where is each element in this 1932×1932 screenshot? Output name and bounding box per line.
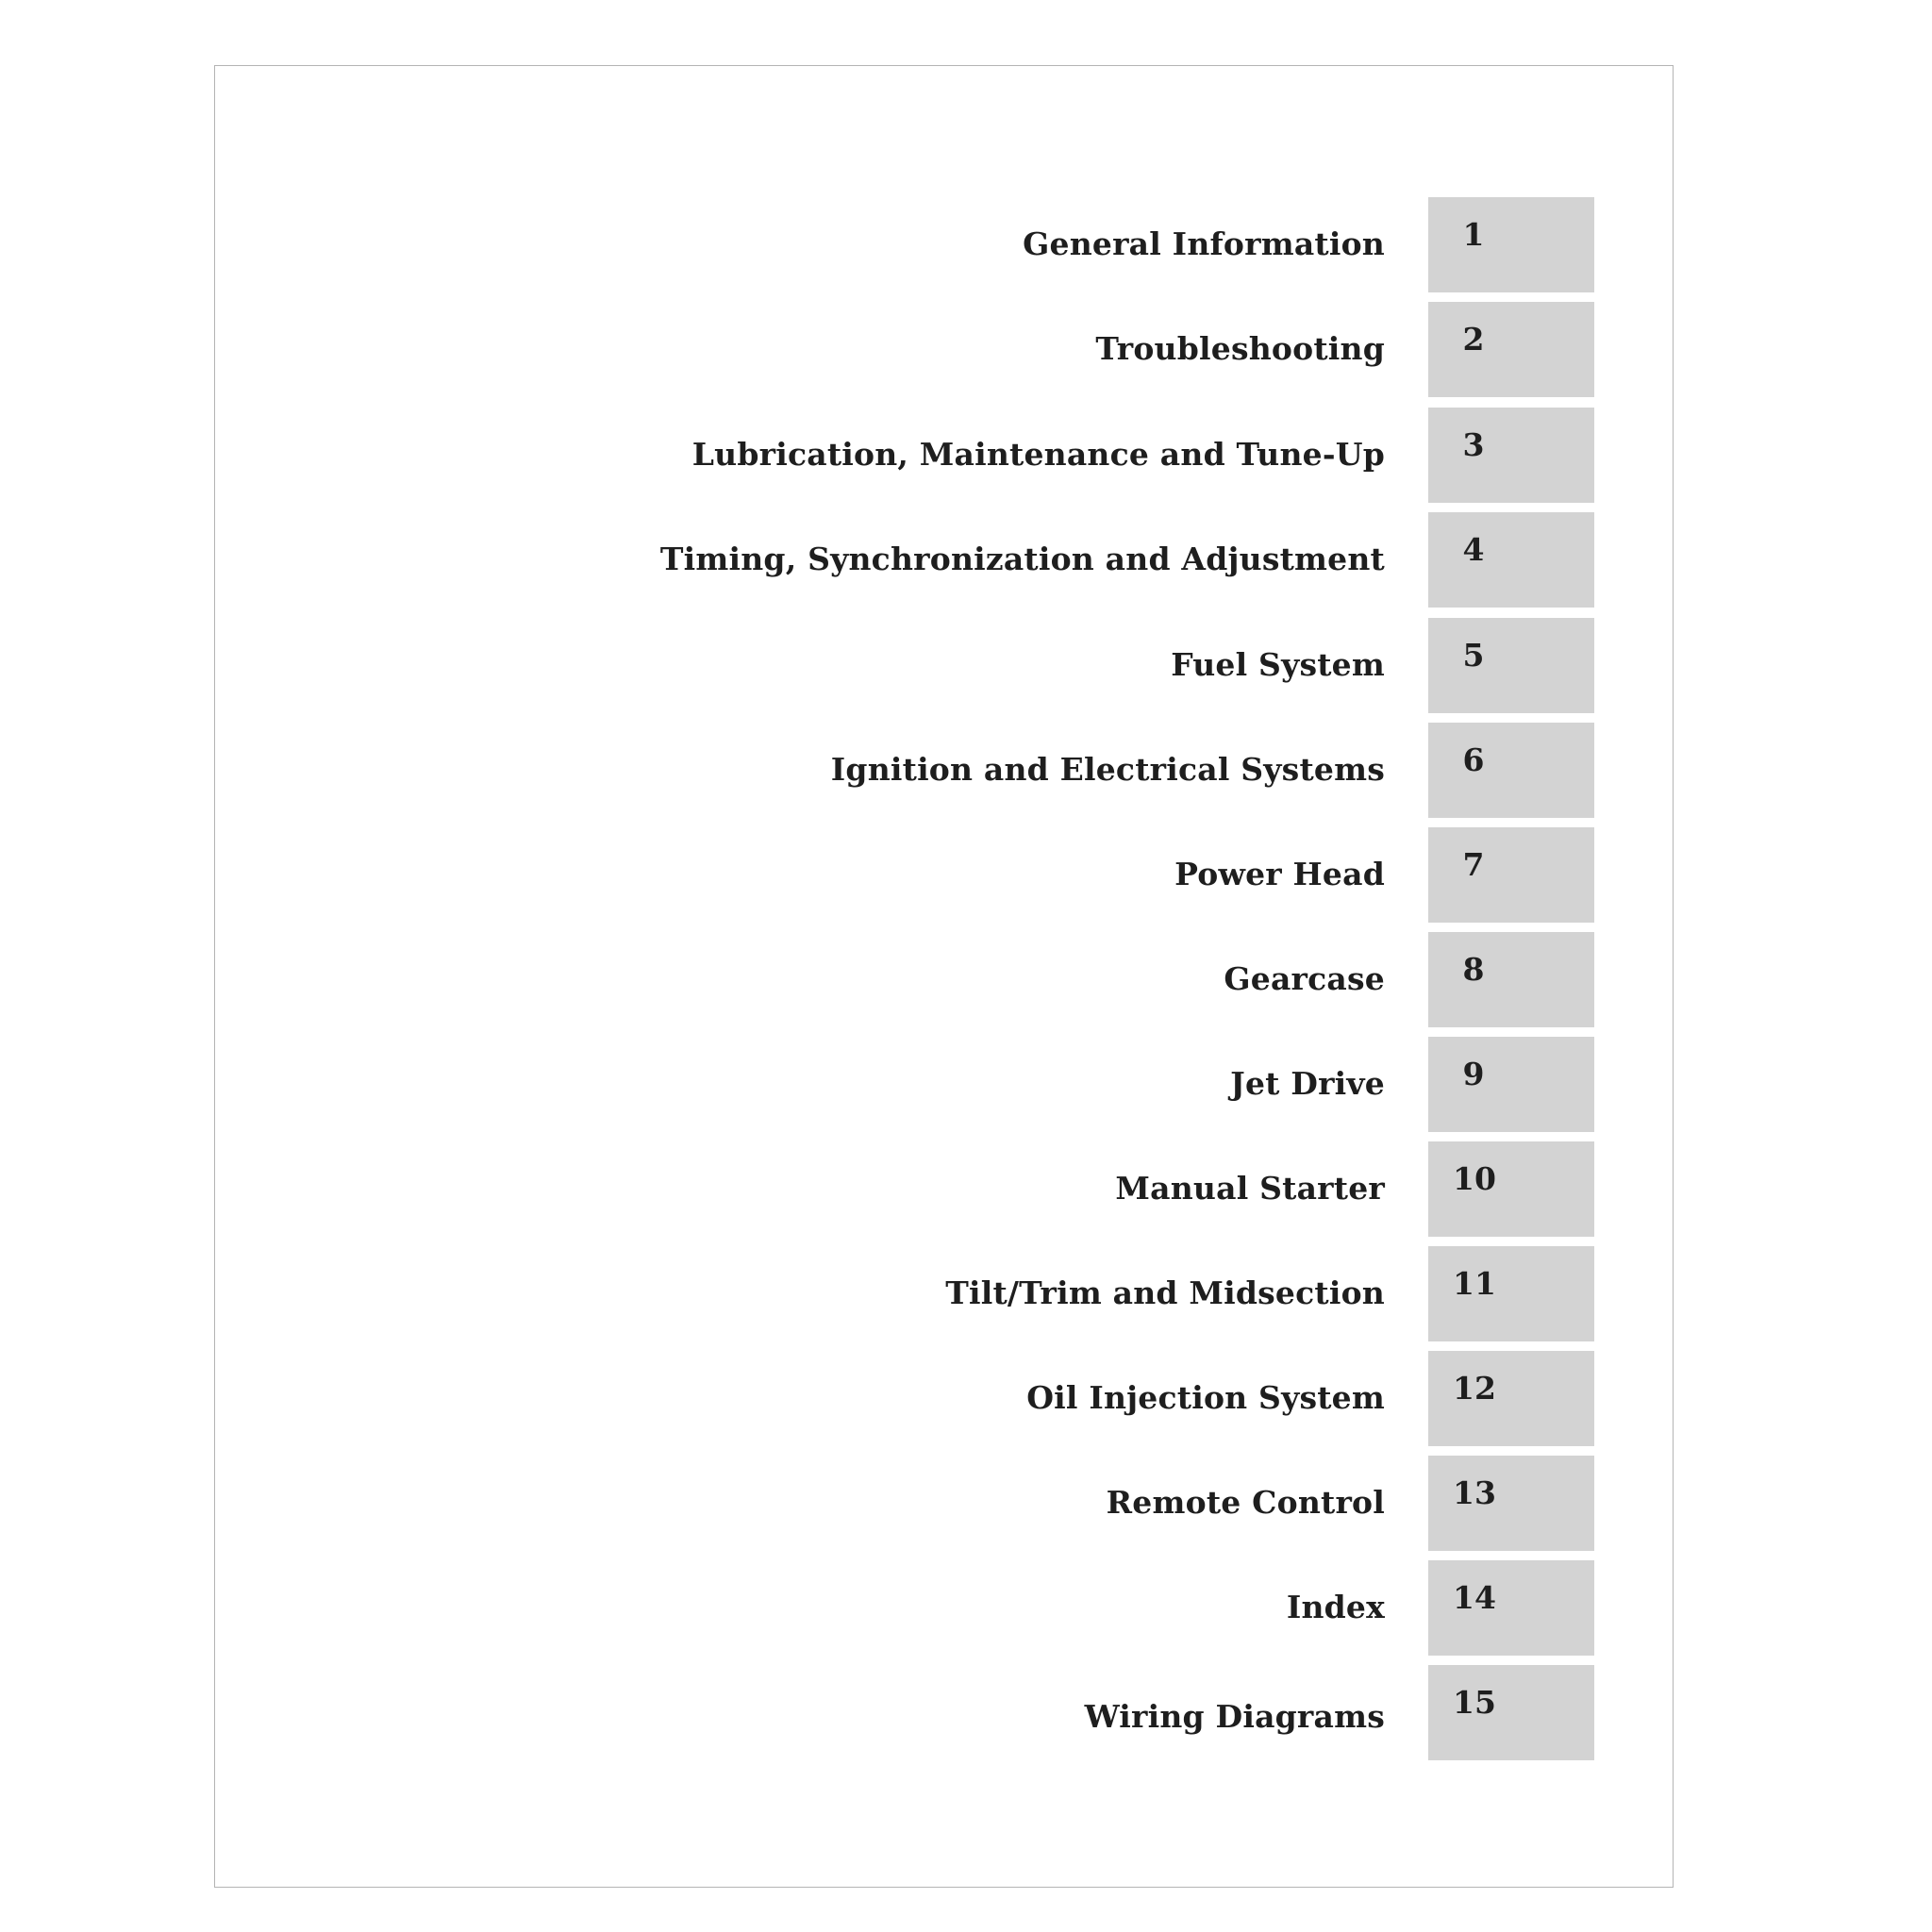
chapter-title[interactable]: Remote Control <box>1106 1484 1385 1521</box>
chapter-number: 8 <box>1462 951 1485 988</box>
chapter-number: 5 <box>1462 637 1485 674</box>
chapter-tab[interactable] <box>1428 1456 1594 1551</box>
chapter-tab[interactable] <box>1428 827 1594 923</box>
chapter-number: 12 <box>1453 1370 1496 1407</box>
chapter-tab[interactable] <box>1428 1351 1594 1446</box>
chapter-number: 10 <box>1453 1160 1496 1197</box>
chapter-tab[interactable] <box>1428 1665 1594 1760</box>
chapter-title[interactable]: Power Head <box>1174 856 1385 892</box>
chapter-tab[interactable] <box>1428 932 1594 1027</box>
toc-row-6[interactable] <box>0 723 1932 818</box>
chapter-number: 6 <box>1462 741 1485 778</box>
chapter-title[interactable]: Gearcase <box>1224 960 1385 997</box>
chapter-number: 9 <box>1462 1056 1485 1092</box>
chapter-tab[interactable] <box>1428 512 1594 608</box>
toc-row-3[interactable] <box>0 408 1932 503</box>
toc-row-10[interactable] <box>0 1141 1932 1237</box>
chapter-tab[interactable] <box>1428 618 1594 713</box>
chapter-title[interactable]: Index <box>1286 1589 1385 1625</box>
chapter-number: 13 <box>1453 1474 1496 1511</box>
chapter-number: 11 <box>1453 1265 1496 1302</box>
chapter-number: 1 <box>1462 216 1485 253</box>
toc-row-14[interactable] <box>0 1560 1932 1656</box>
chapter-title[interactable]: Manual Starter <box>1115 1170 1385 1207</box>
toc-row-5[interactable] <box>0 618 1932 713</box>
toc-row-4[interactable] <box>0 512 1932 608</box>
chapter-title[interactable]: Jet Drive <box>1230 1065 1385 1102</box>
toc-row-15[interactable] <box>0 1665 1932 1760</box>
toc-row-1[interactable] <box>0 197 1932 292</box>
chapter-title[interactable]: Troubleshooting <box>1095 330 1385 367</box>
chapter-number: 14 <box>1453 1579 1496 1616</box>
chapter-title[interactable]: Tilt/Trim and Midsection <box>945 1274 1385 1311</box>
toc-row-9[interactable] <box>0 1037 1932 1132</box>
chapter-tab[interactable] <box>1428 1560 1594 1656</box>
chapter-title[interactable]: Oil Injection System <box>1026 1379 1385 1416</box>
chapter-title[interactable]: Lubrication, Maintenance and Tune-Up <box>691 436 1385 473</box>
chapter-tab[interactable] <box>1428 1246 1594 1341</box>
chapter-tab[interactable] <box>1428 408 1594 503</box>
chapter-title[interactable]: Fuel System <box>1171 646 1385 683</box>
chapter-title[interactable]: General Information <box>1023 225 1385 262</box>
chapter-number: 15 <box>1453 1684 1496 1721</box>
chapter-title[interactable]: Wiring Diagrams <box>1084 1698 1385 1735</box>
chapter-number: 3 <box>1462 426 1485 463</box>
chapter-tab[interactable] <box>1428 197 1594 292</box>
chapter-tab[interactable] <box>1428 723 1594 818</box>
chapter-number: 4 <box>1462 531 1485 568</box>
chapter-title[interactable]: Timing, Synchronization and Adjustment <box>659 541 1385 577</box>
toc-row-7[interactable] <box>0 827 1932 923</box>
toc-row-2[interactable] <box>0 302 1932 397</box>
toc-row-8[interactable] <box>0 932 1932 1027</box>
toc-row-12[interactable] <box>0 1351 1932 1446</box>
chapter-title[interactable]: Ignition and Electrical Systems <box>830 751 1385 788</box>
chapter-tab[interactable] <box>1428 1037 1594 1132</box>
chapter-number: 2 <box>1462 321 1485 358</box>
chapter-tab[interactable] <box>1428 1141 1594 1237</box>
chapter-tab[interactable] <box>1428 302 1594 397</box>
toc-row-13[interactable] <box>0 1456 1932 1551</box>
toc-row-11[interactable] <box>0 1246 1932 1341</box>
chapter-number: 7 <box>1462 846 1485 883</box>
